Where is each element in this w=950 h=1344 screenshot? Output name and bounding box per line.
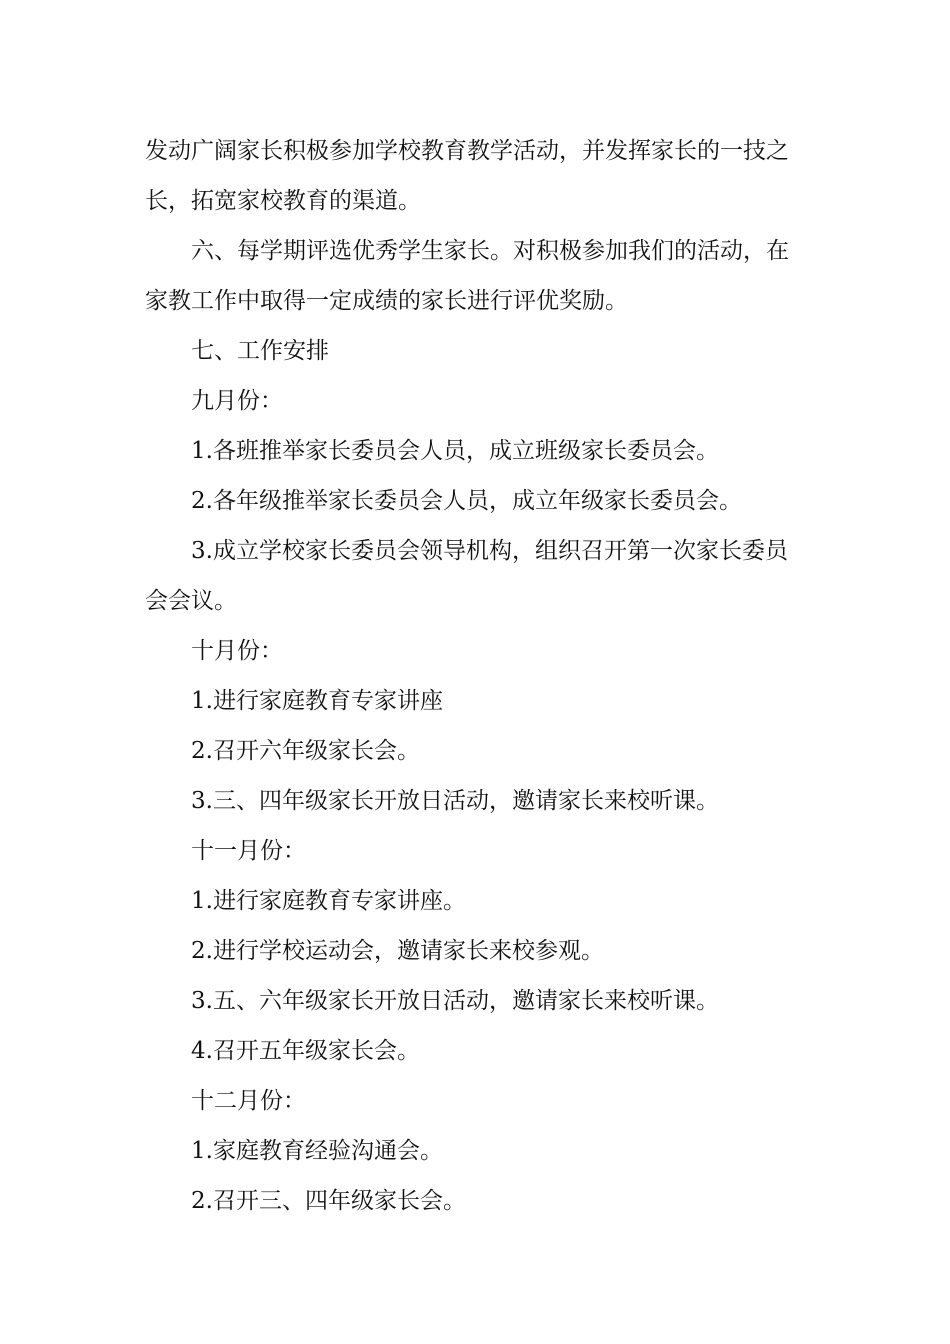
- document-body: [145, 126, 810, 1226]
- list-item: 2.各年级推举家长委员会人员，成立年级家长委员会。: [191, 488, 742, 514]
- month-heading-october: 十月份：: [191, 638, 283, 664]
- list-item: 1.进行家庭教育专家讲座: [191, 688, 443, 714]
- list-item: 2.进行学校运动会，邀请家长来校参观。: [191, 938, 604, 964]
- month-heading-december: 十二月份：: [191, 1088, 306, 1114]
- list-item: 1.进行家庭教育专家讲座。: [191, 888, 466, 914]
- month-heading-september: 九月份：: [191, 388, 283, 414]
- list-item: 2.召开六年级家长会。: [191, 738, 420, 764]
- list-item: 4.召开五年级家长会。: [191, 1038, 420, 1064]
- list-item: 3.成立学校家长委员会领导机构，组织召开第一次家长委员会会议。: [145, 538, 788, 614]
- list-item: 1.各班推举家长委员会人员，成立班级家长委员会。: [191, 438, 719, 464]
- list-item: 1.家庭教育经验沟通会。: [191, 1138, 443, 1164]
- paragraph-continuation: 发动广阔家长积极参加学校教育教学活动，并发挥家长的一技之长，拓宽家校教育的渠道。: [145, 138, 789, 214]
- paragraph-item-six: 六、每学期评选优秀学生家长。对积极参加我们的活动，在家教工作中取得一定成绩的家长进行评优奖励。: [145, 238, 789, 314]
- list-item: 2.召开三、四年级家长会。: [191, 1188, 466, 1214]
- list-item: 3.三、四年级家长开放日活动，邀请家长来校听课。: [191, 788, 719, 814]
- month-heading-november: 十一月份：: [191, 838, 306, 864]
- section-heading-work-schedule: 七、工作安排: [191, 338, 329, 364]
- list-item: 3.五、六年级家长开放日活动，邀请家长来校听课。: [191, 988, 719, 1014]
